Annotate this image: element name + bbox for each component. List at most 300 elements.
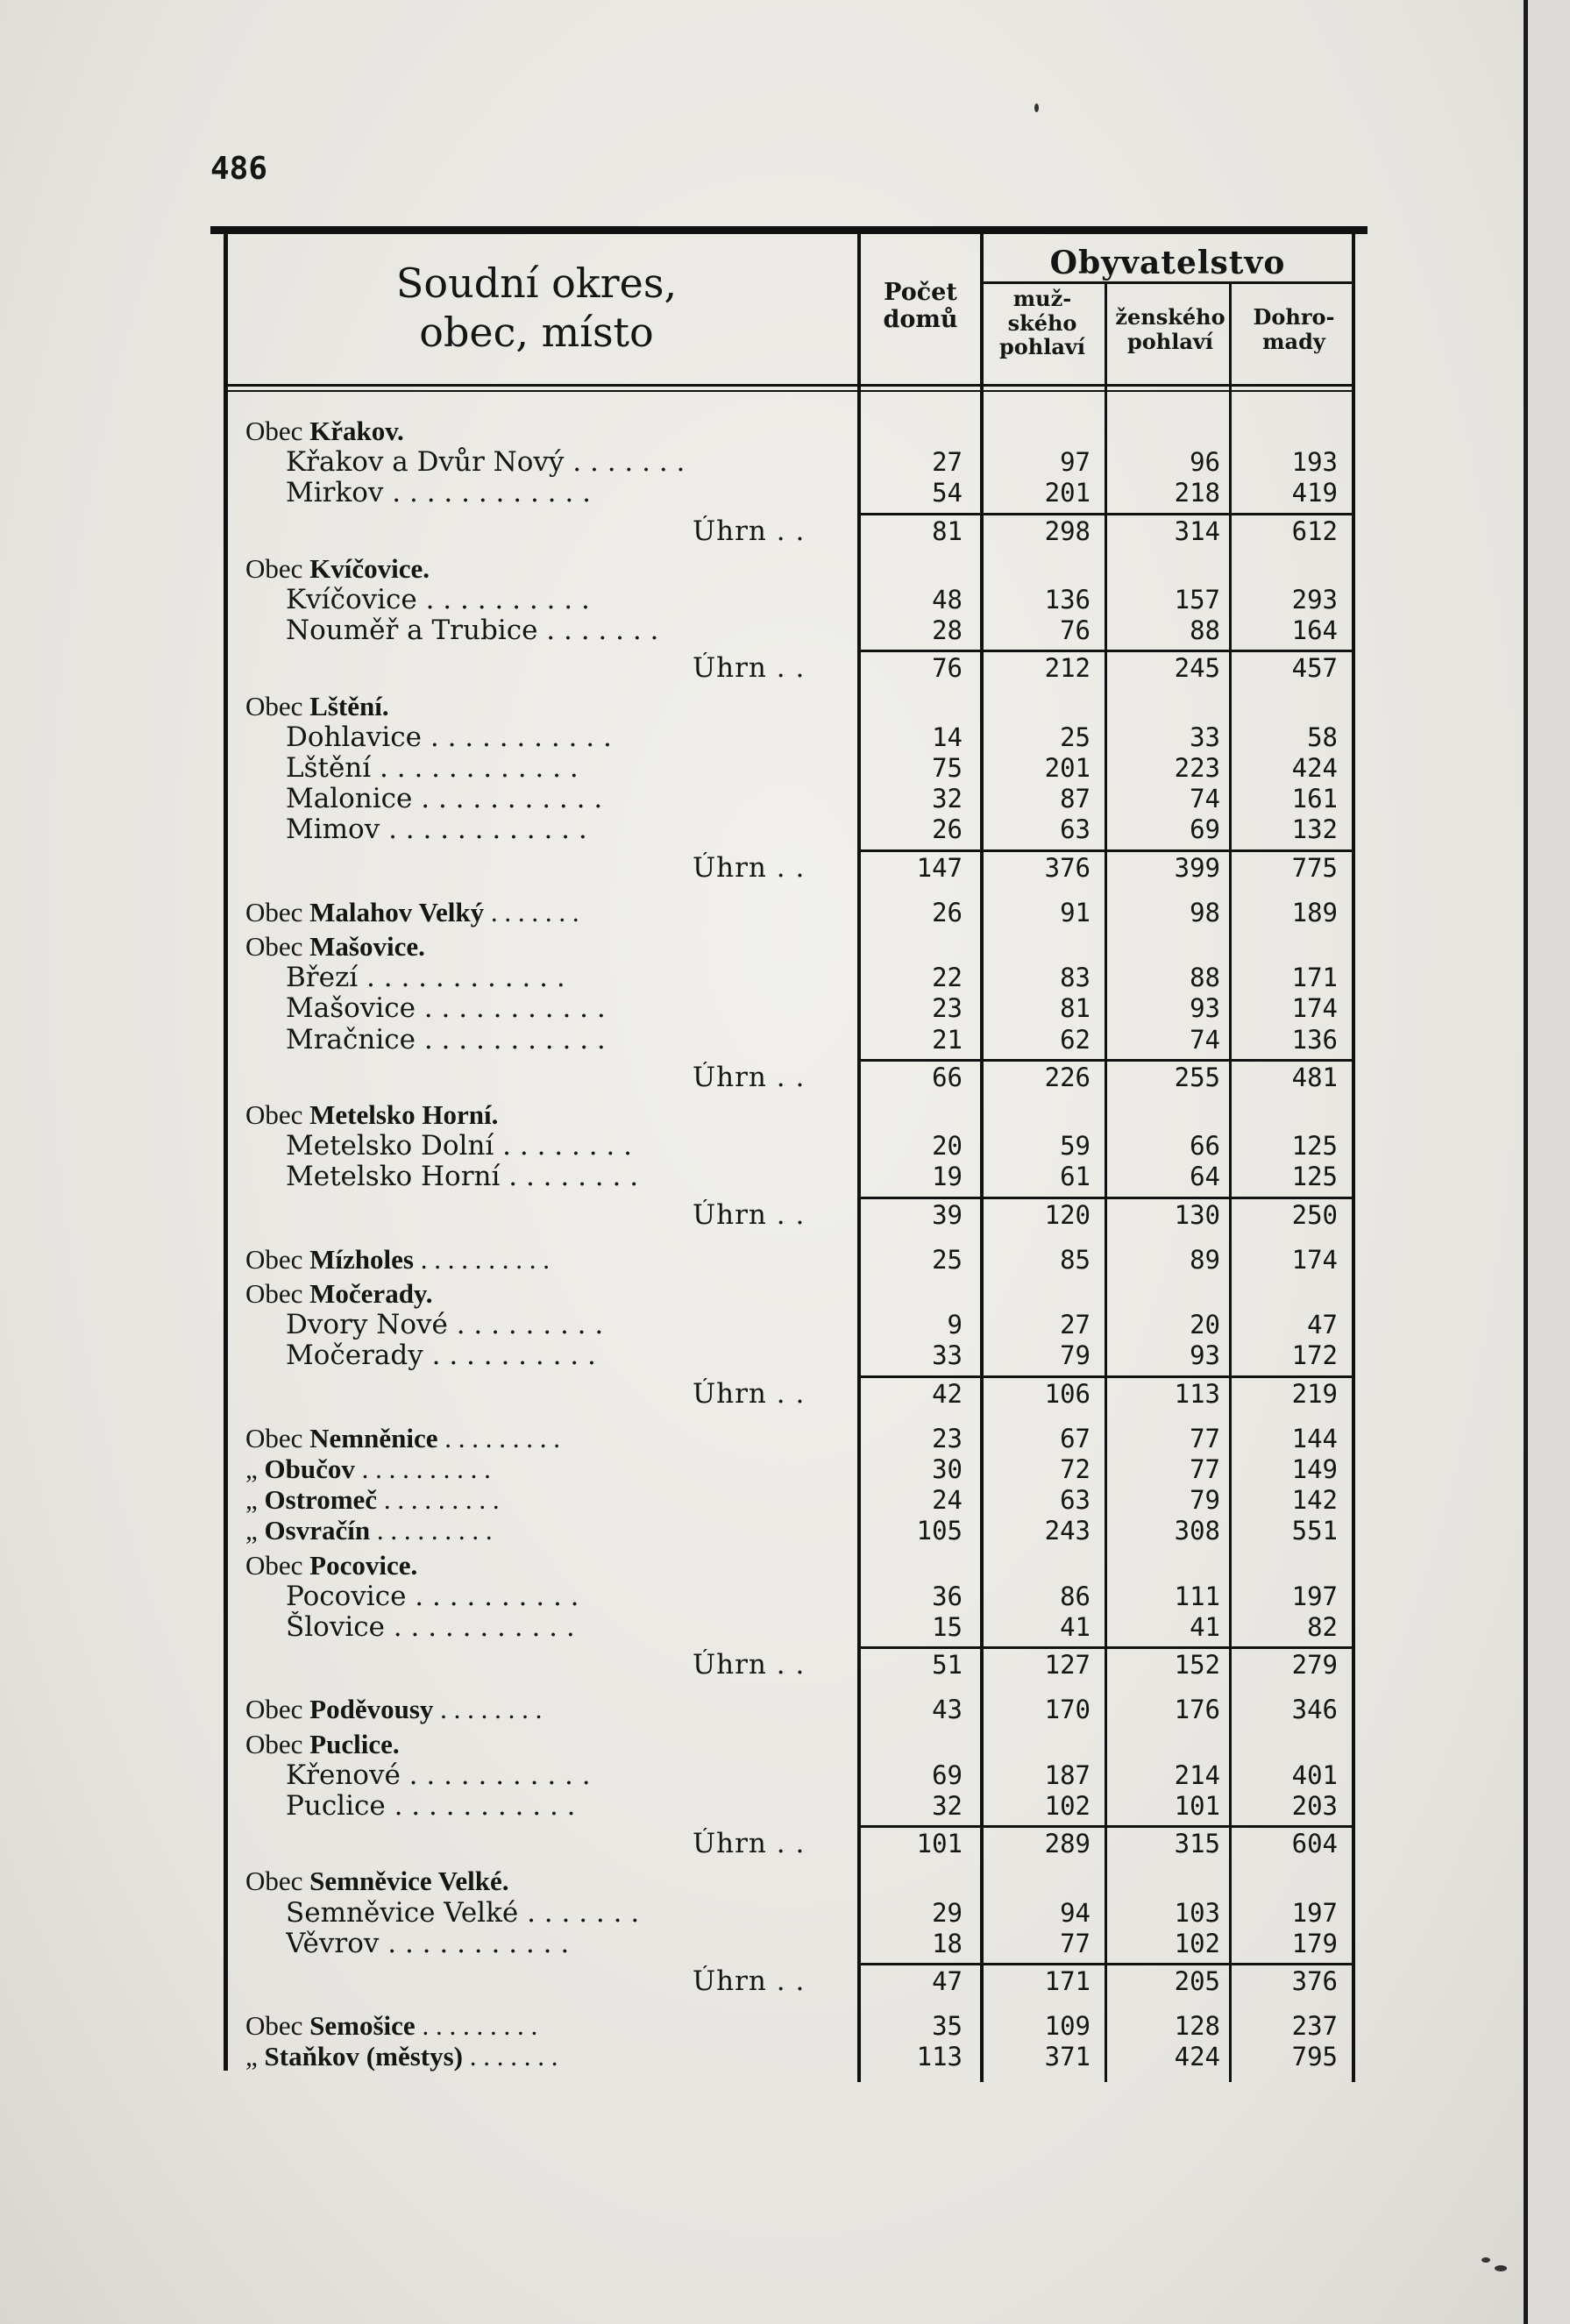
table-row (245, 584, 1359, 615)
sum-rule (1107, 1197, 1229, 1199)
female-cell: 93 (1190, 993, 1220, 1023)
total-cell: 174 (1291, 1245, 1338, 1275)
row-label (286, 615, 843, 646)
female-cell: 255 (1174, 1063, 1220, 1092)
sum-rule (984, 1059, 1105, 1062)
female-cell: 69 (1190, 814, 1220, 844)
total-cell: 125 (1291, 1131, 1338, 1161)
row-label-text: Křakov a Dvůr Nový . . . . . . . (286, 446, 686, 478)
row-label (286, 814, 843, 845)
row-label-text: Nouměř a Trubice . . . . . . . (286, 615, 659, 646)
houses-cell: 105 (916, 1516, 963, 1546)
row-label (245, 1244, 842, 1276)
sum-rule (1107, 849, 1229, 852)
sum-rule (984, 1646, 1105, 1649)
total-row (245, 652, 1359, 684)
male-cell: 201 (1044, 753, 1090, 783)
female-cell: 33 (1190, 722, 1220, 752)
sum-rule (1107, 1963, 1229, 1965)
row-label (286, 1130, 843, 1162)
sum-rule (861, 1059, 980, 1062)
houses-cell: 35 (932, 2011, 963, 2041)
row-label-bold: Staňkov (městys) (264, 2041, 463, 2072)
female-cell: 20 (1190, 1310, 1220, 1340)
sum-rule (861, 650, 980, 652)
female-cell: 96 (1190, 447, 1220, 477)
female-cell: 176 (1174, 1695, 1220, 1724)
header-total-column (1233, 305, 1355, 353)
male-cell: 226 (1044, 1063, 1090, 1092)
houses-cell: 66 (932, 1063, 963, 1092)
houses-cell: 101 (916, 1829, 963, 1858)
row-label-text: Obec (245, 1244, 310, 1275)
header-female-column (1108, 305, 1233, 353)
header-bottom-rule (228, 384, 1355, 387)
row-label-text: Dvory Nové . . . . . . . . . (286, 1309, 604, 1340)
female-cell: 88 (1190, 963, 1220, 992)
total-row (245, 1828, 1359, 1859)
sum-rule (1107, 1059, 1229, 1062)
table-row (245, 1790, 1359, 1822)
row-label (245, 1694, 842, 1725)
houses-cell: 14 (932, 722, 963, 752)
female-cell: 88 (1190, 615, 1220, 645)
row-label (245, 416, 842, 447)
row-label (693, 515, 859, 547)
female-cell: 314 (1174, 516, 1220, 546)
male-cell: 109 (1044, 2011, 1090, 2041)
scan-speck (1034, 103, 1039, 112)
sum-rule (861, 1646, 980, 1649)
row-label (286, 1897, 843, 1929)
male-cell: 63 (1060, 1485, 1090, 1515)
row-label-text: Úhrn . . (693, 652, 806, 684)
houses-cell: 21 (932, 1025, 963, 1055)
row-label-leader: . . . . . . . . . (415, 2010, 538, 2041)
municipality-heading (245, 1866, 1359, 1897)
row-label (286, 783, 843, 814)
female-cell: 74 (1190, 1025, 1220, 1055)
male-cell: 85 (1060, 1245, 1090, 1275)
sum-rule (1232, 1963, 1352, 1965)
total-cell: 171 (1291, 963, 1338, 992)
row-label-leader: . . . . . . . . . (377, 1484, 500, 1515)
row-label-text: Lštění . . . . . . . . . . . . (286, 752, 579, 784)
row-label-text: Mirkov . . . . . . . . . . . . (286, 477, 591, 508)
sum-rule (1232, 849, 1352, 852)
row-label-text: Úhrn . . (693, 1199, 806, 1231)
sum-rule (984, 1825, 1105, 1828)
total-cell: 136 (1291, 1025, 1338, 1055)
scan-speck (1495, 2265, 1507, 2271)
male-cell: 120 (1044, 1200, 1090, 1230)
row-label-text: Mračnice . . . . . . . . . . . (286, 1024, 606, 1055)
row-label-text: „ (245, 1453, 265, 1484)
row-label (245, 553, 842, 585)
female-cell: 214 (1174, 1760, 1220, 1790)
male-cell: 72 (1060, 1454, 1090, 1484)
row-label-bold: Obučov (264, 1453, 355, 1484)
header-name-column (230, 259, 843, 357)
sum-rule (1232, 1825, 1352, 1828)
male-cell: 79 (1060, 1340, 1090, 1370)
female-cell: 74 (1190, 784, 1220, 814)
houses-cell: 48 (932, 585, 963, 615)
row-label (693, 1062, 859, 1093)
houses-cell: 54 (932, 478, 963, 508)
row-label (286, 477, 843, 508)
row-label-bold: Poděvousy (309, 1694, 434, 1724)
header-population: Obyvatelstvo (1049, 245, 1286, 281)
total-cell: 419 (1291, 478, 1338, 508)
municipality-heading (245, 416, 1359, 447)
row-label (286, 1024, 843, 1055)
row-label-bold: Ostromeč (264, 1484, 378, 1515)
total-cell: 376 (1291, 1966, 1338, 1996)
row-label-leader: . . . . . . . . (433, 1694, 543, 1724)
total-cell: 189 (1291, 898, 1338, 927)
row-label (286, 1759, 843, 1791)
male-cell: 83 (1060, 963, 1090, 992)
row-label-bold: Osvračín (264, 1515, 371, 1546)
header-total-line1: Dohro- (1253, 304, 1335, 330)
houses-cell: 27 (932, 447, 963, 477)
row-label-text: „ (245, 2041, 265, 2072)
header-houses-column (861, 279, 980, 333)
header-houses-line1: Počet (884, 279, 957, 306)
total-row (245, 1965, 1359, 1997)
row-label-text: Úhrn . . (693, 1062, 806, 1093)
male-cell: 201 (1044, 478, 1090, 508)
row-label-text: Mimov . . . . . . . . . . . . (286, 814, 587, 845)
total-cell: 457 (1291, 653, 1338, 683)
table-row (245, 2041, 1359, 2072)
row-label-text: Kvíčovice . . . . . . . . . . (286, 584, 590, 615)
row-label (286, 992, 843, 1024)
female-cell: 41 (1190, 1612, 1220, 1642)
row-label (693, 1199, 859, 1231)
row-label-text: Pocovice . . . . . . . . . . (286, 1581, 579, 1612)
female-cell: 102 (1174, 1929, 1220, 1958)
row-label (286, 721, 843, 753)
row-label (693, 1828, 859, 1859)
header-male-line2: ského (1007, 309, 1077, 336)
sum-rule (1232, 1059, 1352, 1062)
female-cell: 130 (1174, 1200, 1220, 1230)
table-row (245, 1130, 1359, 1162)
male-cell: 289 (1044, 1829, 1090, 1858)
total-cell: 193 (1291, 447, 1338, 477)
row-label-text: Březí . . . . . . . . . . . . (286, 962, 565, 993)
total-cell: 149 (1291, 1454, 1338, 1484)
houses-cell: 19 (932, 1162, 963, 1191)
table-row (245, 962, 1359, 993)
sum-rule (1232, 513, 1352, 515)
total-row (245, 852, 1359, 884)
houses-cell: 42 (932, 1379, 963, 1409)
row-label-text: Úhrn . . (693, 515, 806, 547)
houses-cell: 15 (932, 1612, 963, 1642)
male-cell: 41 (1060, 1612, 1090, 1642)
female-cell: 399 (1174, 853, 1220, 883)
table-row (245, 446, 1359, 478)
female-cell: 66 (1190, 1131, 1220, 1161)
female-cell: 113 (1174, 1379, 1220, 1409)
houses-cell: 32 (932, 784, 963, 814)
row-label-text: Úhrn . . (693, 852, 806, 884)
houses-cell: 113 (916, 2042, 963, 2072)
table-row (245, 1244, 1359, 1276)
houses-cell: 69 (932, 1760, 963, 1790)
row-label-text: Mašovice . . . . . . . . . . . (286, 992, 606, 1024)
row-label (245, 2041, 842, 2072)
male-cell: 86 (1060, 1581, 1090, 1611)
total-row (245, 1199, 1359, 1231)
row-label (245, 1550, 842, 1581)
row-label (286, 752, 843, 784)
table-row (245, 1611, 1359, 1643)
table-row (245, 814, 1359, 845)
houses-cell: 43 (932, 1695, 963, 1724)
male-cell: 102 (1044, 1791, 1090, 1821)
total-cell: 775 (1291, 853, 1338, 883)
page-number: 486 (210, 151, 268, 187)
row-label-text: Močerady . . . . . . . . . . (286, 1340, 596, 1371)
total-row (245, 1649, 1359, 1681)
row-label (693, 652, 859, 684)
municipality-heading (245, 1278, 1359, 1310)
table-row (245, 477, 1359, 508)
row-label-bold: Močerady. (309, 1278, 433, 1309)
female-cell: 77 (1190, 1454, 1220, 1484)
row-label-bold: Křakov. (309, 416, 404, 446)
houses-cell: 30 (932, 1454, 963, 1484)
row-label-text: Obec (245, 2010, 310, 2041)
male-cell: 94 (1060, 1898, 1090, 1928)
houses-cell: 9 (947, 1310, 963, 1340)
female-cell: 89 (1190, 1245, 1220, 1275)
houses-cell: 20 (932, 1131, 963, 1161)
total-cell: 551 (1291, 1516, 1338, 1546)
row-label-text: Obec (245, 1729, 310, 1759)
male-cell: 63 (1060, 814, 1090, 844)
header-male-line1: muž- (1012, 286, 1072, 311)
header-female-line1: ženského (1115, 304, 1225, 330)
row-label (245, 931, 842, 963)
row-label-text: Šlovice . . . . . . . . . . . (286, 1611, 575, 1643)
male-cell: 97 (1060, 447, 1090, 477)
total-cell: 58 (1307, 722, 1338, 752)
male-cell: 376 (1044, 853, 1090, 883)
table-row (245, 752, 1359, 784)
row-label-bold: Mašovice. (309, 931, 425, 962)
houses-cell: 51 (932, 1650, 963, 1680)
total-row (245, 1062, 1359, 1093)
row-label-text: Semněvice Velké . . . . . . . (286, 1897, 640, 1929)
male-cell: 27 (1060, 1310, 1090, 1340)
table-row (245, 992, 1359, 1024)
sum-rule (1107, 1825, 1229, 1828)
sum-rule (984, 650, 1105, 652)
sum-rule (984, 513, 1105, 515)
total-cell: 604 (1291, 1829, 1338, 1858)
total-cell: 481 (1291, 1063, 1338, 1092)
male-cell: 91 (1060, 898, 1090, 927)
table-row (245, 1759, 1359, 1791)
row-label-bold: Kvíčovice. (309, 553, 430, 584)
row-label-text: Dohlavice . . . . . . . . . . . (286, 721, 612, 753)
female-cell: 111 (1174, 1581, 1220, 1611)
table-row (245, 721, 1359, 753)
row-label-text: „ (245, 1484, 265, 1515)
table-row (245, 1928, 1359, 1959)
row-label (693, 852, 859, 884)
table-row (245, 2010, 1359, 2042)
population-subheader-rule (980, 281, 1355, 284)
municipality-heading (245, 553, 1359, 585)
houses-cell: 75 (932, 753, 963, 783)
female-cell: 245 (1174, 653, 1220, 683)
houses-cell: 23 (932, 993, 963, 1023)
female-cell: 103 (1174, 1898, 1220, 1928)
sum-rule (861, 849, 980, 852)
row-label-text: Obec (245, 1550, 310, 1581)
sum-rule (1232, 1646, 1352, 1649)
row-label (245, 897, 842, 928)
municipality-heading (245, 1729, 1359, 1760)
total-cell: 401 (1291, 1760, 1338, 1790)
male-cell: 87 (1060, 784, 1090, 814)
row-label (286, 1340, 843, 1371)
total-cell: 237 (1291, 2011, 1338, 2041)
row-label (693, 1378, 859, 1410)
sum-rule (984, 1375, 1105, 1378)
header-male-line3: pohlaví (999, 334, 1085, 360)
sum-rule (861, 513, 980, 515)
row-label-bold: Mízholes (309, 1244, 414, 1275)
sum-rule (861, 1963, 980, 1965)
houses-cell: 36 (932, 1581, 963, 1611)
total-cell: 197 (1291, 1581, 1338, 1611)
row-label-leader: . . . . . . . (484, 897, 579, 927)
male-cell: 212 (1044, 653, 1090, 683)
total-cell: 47 (1307, 1310, 1338, 1340)
municipality-heading (245, 1099, 1359, 1131)
municipality-heading (245, 931, 1359, 963)
male-cell: 76 (1060, 615, 1090, 645)
row-label (245, 1515, 842, 1546)
row-label (693, 1649, 859, 1681)
total-cell: 172 (1291, 1340, 1338, 1370)
table-row (245, 1694, 1359, 1725)
row-label-bold: Nemněnice (309, 1423, 438, 1453)
table-row (245, 1340, 1359, 1371)
houses-cell: 24 (932, 1485, 963, 1515)
row-label-bold: Malahov Velký (309, 897, 485, 927)
houses-cell: 28 (932, 615, 963, 645)
table-row (245, 1423, 1359, 1454)
female-cell: 205 (1174, 1966, 1220, 1996)
municipality-heading (245, 691, 1359, 722)
row-label-text: Úhrn . . (693, 1828, 806, 1859)
row-label (286, 962, 843, 993)
sum-rule (1107, 1375, 1229, 1378)
table-row (245, 1484, 1359, 1516)
scan-speck (1481, 2257, 1490, 2263)
total-cell: 125 (1291, 1162, 1338, 1191)
female-cell: 315 (1174, 1829, 1220, 1858)
male-cell: 171 (1044, 1966, 1090, 1996)
houses-cell: 25 (932, 1245, 963, 1275)
houses-cell: 47 (932, 1966, 963, 1996)
row-label-text: Křenové . . . . . . . . . . . (286, 1759, 591, 1791)
row-label (693, 1965, 859, 1997)
row-label-text: Úhrn . . (693, 1649, 806, 1681)
row-label-text: Puclice . . . . . . . . . . . (286, 1790, 576, 1822)
sum-rule (1107, 513, 1229, 515)
total-cell: 144 (1291, 1424, 1338, 1453)
houses-cell: 22 (932, 963, 963, 992)
row-label (286, 1309, 843, 1340)
sum-rule (1232, 650, 1352, 652)
row-label (286, 1790, 843, 1822)
houses-cell: 81 (932, 516, 963, 546)
row-label-leader: . . . . . . . . . . (413, 1244, 550, 1275)
row-label-text: Úhrn . . (693, 1965, 806, 1997)
female-cell: 223 (1174, 753, 1220, 783)
total-cell: 203 (1291, 1791, 1338, 1821)
table-row (245, 1024, 1359, 1055)
total-cell: 161 (1291, 784, 1338, 814)
houses-cell: 39 (932, 1200, 963, 1230)
female-cell: 64 (1190, 1162, 1220, 1191)
table-row (245, 1581, 1359, 1612)
row-label-bold: Lštění. (309, 691, 389, 721)
female-cell: 128 (1174, 2011, 1220, 2041)
row-label-bold: Pocovice. (309, 1550, 418, 1581)
table-row (245, 1453, 1359, 1485)
sum-rule (861, 1825, 980, 1828)
sum-rule (861, 1197, 980, 1199)
row-label-text: Malonice . . . . . . . . . . . (286, 783, 603, 814)
sum-rule (1232, 1197, 1352, 1199)
houses-cell: 26 (932, 814, 963, 844)
male-cell: 136 (1044, 585, 1090, 615)
header-name-line1: Soudní okres, (395, 259, 678, 307)
row-label-text: Obec (245, 1866, 310, 1896)
male-cell: 243 (1044, 1516, 1090, 1546)
male-cell: 127 (1044, 1650, 1090, 1680)
row-label (245, 1099, 842, 1131)
row-label-bold: Puclice. (309, 1729, 400, 1759)
row-label-text: Obec (245, 691, 310, 721)
header-male-column (980, 287, 1105, 359)
row-label (245, 1278, 842, 1310)
row-label (245, 1453, 842, 1485)
row-label-bold: Semněvice Velké. (309, 1866, 509, 1896)
total-cell: 293 (1291, 585, 1338, 615)
header-female-line2: pohlaví (1127, 328, 1213, 354)
row-label-text: Obec (245, 1099, 310, 1130)
header-bottom-rule-2 (228, 390, 1355, 392)
houses-cell: 147 (916, 853, 963, 883)
total-cell: 132 (1291, 814, 1338, 844)
row-label-text: Obec (245, 1423, 310, 1453)
male-cell: 67 (1060, 1424, 1090, 1453)
total-cell: 219 (1291, 1379, 1338, 1409)
municipality-heading (245, 1550, 1359, 1581)
row-label-text: Obec (245, 553, 310, 584)
